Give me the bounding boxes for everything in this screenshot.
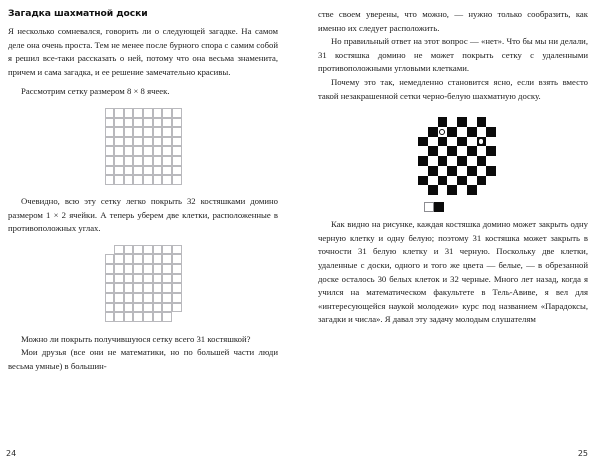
board-square-dark — [447, 166, 457, 176]
board-square-dark — [447, 146, 457, 156]
board-square-dark — [428, 146, 438, 156]
grid-cell — [153, 283, 163, 293]
grid-cell — [124, 283, 134, 293]
board-square-dark — [457, 117, 467, 127]
paragraph-question: Можно ли покрыть получившуюся сетку всего 31 костяшкой? — [21, 333, 251, 344]
board-square-dark — [438, 137, 448, 147]
grid-cell — [114, 156, 124, 166]
grid-cell — [172, 146, 182, 156]
board-square-dark — [447, 127, 457, 137]
grid-cell — [133, 127, 143, 137]
board-square-light — [418, 166, 428, 176]
board-square-light — [477, 127, 487, 137]
board-square-dark — [486, 166, 496, 176]
board-square-light — [418, 185, 428, 195]
board-square-dark — [428, 166, 438, 176]
board-square-dark — [418, 137, 428, 147]
board-square-dark — [447, 185, 457, 195]
paragraph-why-so: Почему это так, немедленно становится ясно, если взять вместо такой незакрашенной сетки черно-белую шахматную доску. — [318, 76, 588, 101]
grid-cell — [124, 137, 134, 147]
board-square-light — [486, 156, 496, 166]
grid-cell — [124, 245, 134, 255]
grid-cell — [124, 175, 134, 185]
grid-cell — [133, 283, 143, 293]
grid-cell — [162, 108, 172, 118]
grid-cell — [172, 156, 182, 166]
grid-cell — [162, 127, 172, 137]
grid-cell — [162, 175, 172, 185]
board-square-dark — [438, 156, 448, 166]
grid-8x8-trimmed — [105, 245, 182, 322]
board-square-light — [457, 185, 467, 195]
grid-cell — [133, 137, 143, 147]
board-square-light — [438, 166, 448, 176]
grid-cell — [124, 127, 134, 137]
board-square-light — [438, 185, 448, 195]
grid-cell — [172, 303, 182, 313]
grid-cell — [143, 264, 153, 274]
board-square-light — [457, 146, 467, 156]
grid-cell — [133, 108, 143, 118]
board-square-light — [438, 146, 448, 156]
board-square-dark — [428, 127, 438, 137]
grid-cell — [105, 108, 115, 118]
grid-cell — [133, 303, 143, 313]
grid-cell — [133, 146, 143, 156]
grid-cell — [162, 283, 172, 293]
grid-cell — [133, 118, 143, 128]
grid-cell — [172, 283, 182, 293]
board-square-dark — [477, 156, 487, 166]
grid-cell — [124, 264, 134, 274]
grid-cell — [124, 254, 134, 264]
grid-8x8-full — [105, 108, 182, 185]
grid-cell — [143, 108, 153, 118]
grid-cell — [114, 127, 124, 137]
grid-cell — [153, 108, 163, 118]
board-square-light — [447, 176, 457, 186]
board-square-removed — [418, 117, 428, 127]
grid-cell — [105, 293, 115, 303]
board-square-dark — [438, 176, 448, 186]
grid-cell — [172, 108, 182, 118]
grid-cell — [143, 127, 153, 137]
grid-cell — [114, 293, 124, 303]
board-square-light — [467, 176, 477, 186]
grid-cell — [153, 245, 163, 255]
grid-cell — [105, 156, 115, 166]
grid-cell — [114, 254, 124, 264]
grid-cell — [114, 175, 124, 185]
chessboard-wrapper — [410, 117, 496, 212]
grid-cell — [114, 283, 124, 293]
grid-cell — [143, 293, 153, 303]
grid-cell — [172, 274, 182, 284]
grid-cell — [172, 254, 182, 264]
board-square-light — [486, 137, 496, 147]
board-square-light — [447, 117, 457, 127]
grid-cell — [172, 175, 182, 185]
board-square-light — [418, 146, 428, 156]
grid-cell — [124, 156, 134, 166]
paragraph-obvious-cover: Очевидно, всю эту сетку легко покрыть 32 костяшками домино размером 1 × 2 ячейки. А теперь уберем две клетки, расположенные в противоположных углах. — [8, 195, 278, 234]
grid-cell-removed — [172, 312, 182, 322]
grid-cell — [143, 303, 153, 313]
board-square-light — [447, 137, 457, 147]
grid-cell — [143, 146, 153, 156]
board-square-dark — [428, 185, 438, 195]
grid-cell — [114, 245, 124, 255]
grid-cell — [114, 108, 124, 118]
grid-cell — [114, 137, 124, 147]
paragraph-friends: Мои друзья (все они не математики, но по большей части люди весьма умные) в большин- — [8, 347, 278, 371]
grid-cell — [162, 156, 172, 166]
page-title: Загадка шахматной доски — [8, 8, 148, 19]
grid-cell — [153, 175, 163, 185]
board-square-dark — [467, 127, 477, 137]
paragraph-continuation: стве своем уверены, что можно, — нужно только сообразить, как именно их следует расположить. — [318, 9, 588, 33]
board-square-light — [477, 166, 487, 176]
grid-cell — [172, 166, 182, 176]
grid-cell — [153, 137, 163, 147]
grid-cell — [114, 274, 124, 284]
board-square-light — [457, 127, 467, 137]
board-square-light — [428, 117, 438, 127]
grid-cell — [114, 146, 124, 156]
grid-cell — [105, 264, 115, 274]
grid-cell — [143, 283, 153, 293]
grid-cell — [105, 303, 115, 313]
grid-cell — [114, 303, 124, 313]
grid-cell — [143, 118, 153, 128]
grid-cell — [133, 166, 143, 176]
grid-cell — [172, 127, 182, 137]
grid-cell — [172, 118, 182, 128]
board-square-light — [486, 117, 496, 127]
board-square-dark — [418, 156, 428, 166]
grid-cell — [143, 245, 153, 255]
board-square-light — [428, 137, 438, 147]
grid-cell — [105, 312, 115, 322]
grid-cell — [143, 274, 153, 284]
grid-cell — [133, 264, 143, 274]
grid-cell — [105, 283, 115, 293]
board-square-light — [447, 156, 457, 166]
board-square-dark — [438, 117, 448, 127]
grid-cell — [114, 118, 124, 128]
grid-cell — [172, 137, 182, 147]
grid-cell — [143, 312, 153, 322]
grid-cell — [105, 166, 115, 176]
grid-cell — [133, 312, 143, 322]
grid-cell — [153, 293, 163, 303]
grid-cell — [124, 118, 134, 128]
grid-cell — [133, 175, 143, 185]
grid-cell — [153, 264, 163, 274]
board-square-light — [477, 185, 487, 195]
grid-cell — [153, 166, 163, 176]
grid-cell — [105, 137, 115, 147]
grid-cell — [133, 293, 143, 303]
board-square-removed — [486, 185, 496, 195]
board-square-dark — [486, 146, 496, 156]
grid-cell — [124, 312, 134, 322]
grid-cell — [133, 156, 143, 166]
paragraph-consider-grid: Рассмотрим сетку размером 8 × 8 ячеек. — [21, 86, 170, 97]
board-square-dark — [457, 137, 467, 147]
board-square-light — [428, 156, 438, 166]
grid-cell — [124, 293, 134, 303]
folio-page-number-left: 24 — [6, 449, 17, 458]
grid-cell — [162, 274, 172, 284]
domino-cell-light — [424, 202, 434, 212]
page-right — [300, 0, 600, 465]
grid-cell — [153, 118, 163, 128]
grid-cell — [162, 312, 172, 322]
figure-grid-trimmed — [8, 245, 278, 322]
grid-cell — [162, 293, 172, 303]
grid-cell — [133, 274, 143, 284]
grid-cell — [143, 175, 153, 185]
grid-cell — [105, 254, 115, 264]
board-square-dark — [467, 185, 477, 195]
board-square-light — [467, 137, 477, 147]
grid-cell — [162, 264, 172, 274]
grid-cell — [162, 254, 172, 264]
grid-cell — [143, 166, 153, 176]
board-square-dark — [457, 156, 467, 166]
grid-cell — [114, 312, 124, 322]
board-square-light — [486, 176, 496, 186]
grid-cell — [105, 175, 115, 185]
grid-cell — [105, 274, 115, 284]
board-square-light — [477, 146, 487, 156]
paragraph-answer-no: Но правильный ответ на этот вопрос — «нет». Что бы мы ни делали, 31 костяшка домино не может покрыть сетку с удаленными противоположными угловыми клетками. — [318, 36, 588, 74]
grid-cell — [124, 166, 134, 176]
grid-cell — [124, 108, 134, 118]
grid-cell — [124, 303, 134, 313]
folio-page-number-right: 25 — [577, 449, 588, 458]
grid-cell — [162, 166, 172, 176]
grid-cell — [114, 166, 124, 176]
board-square-dark — [477, 176, 487, 186]
grid-cell — [105, 146, 115, 156]
board-square-dark — [418, 176, 428, 186]
grid-cell — [162, 303, 172, 313]
grid-cell — [172, 264, 182, 274]
grid-cell — [133, 254, 143, 264]
domino-cell-dark — [434, 202, 444, 212]
board-square-light — [467, 117, 477, 127]
grid-cell — [153, 127, 163, 137]
grid-cell-removed — [105, 245, 115, 255]
domino-legend — [424, 202, 444, 212]
grid-cell — [162, 118, 172, 128]
grid-cell — [114, 264, 124, 274]
board-square-light — [467, 156, 477, 166]
grid-cell — [143, 137, 153, 147]
paragraph-intro: Я несколько сомневался, говорить ли о следующей загадке. На самом деле она очень проста. Тем не менее после бурного спора с самим собой я решил все-таки рассказать о ней, потому что она весьма знаменита, причем и сама загадка, и ее решение замечательно красивы. — [8, 26, 278, 77]
grid-cell — [162, 245, 172, 255]
grid-cell — [105, 118, 115, 128]
grid-cell — [153, 312, 163, 322]
board-square-light — [428, 176, 438, 186]
board-square-dark — [467, 166, 477, 176]
board-square-light — [457, 166, 467, 176]
grid-cell — [162, 146, 172, 156]
board-square-dark — [467, 146, 477, 156]
board-square-dark — [486, 127, 496, 137]
grid-cell — [153, 156, 163, 166]
paragraph-proof: Как видно на рисунке, каждая костяшка домино может закрыть одну черную клетку и одну белую; поэтому 31 костяшка может закрыть в точности 31 белую клетку и 31 черную. Поскольку две клетки, удаленные с доски, одного и того же цвета — белые, — в обрезанной доске осталось 30 белых клеток и 32 черные. Много лет назад, когда я учился на математическом факультете в Тель-Авиве, я вел для «интересующейся наукой молодежи» курс под названием «Парадоксы, загадки и числа». Я давал эту задачу молодым слушателям — [318, 219, 588, 325]
board-square-dark — [477, 117, 487, 127]
grid-cell — [153, 303, 163, 313]
figure-grid-full — [8, 108, 278, 185]
grid-cell — [172, 245, 182, 255]
grid-cell — [153, 274, 163, 284]
grid-cell — [162, 137, 172, 147]
board-square-dark — [457, 176, 467, 186]
grid-cell — [124, 274, 134, 284]
figure-chessboard — [318, 117, 588, 212]
grid-cell — [153, 254, 163, 264]
chessboard-8x8 — [418, 117, 496, 195]
grid-cell — [172, 293, 182, 303]
board-square-light — [418, 127, 428, 137]
grid-cell — [153, 146, 163, 156]
grid-cell — [143, 156, 153, 166]
grid-cell — [105, 127, 115, 137]
grid-cell — [143, 254, 153, 264]
grid-cell — [133, 245, 143, 255]
grid-cell — [124, 146, 134, 156]
